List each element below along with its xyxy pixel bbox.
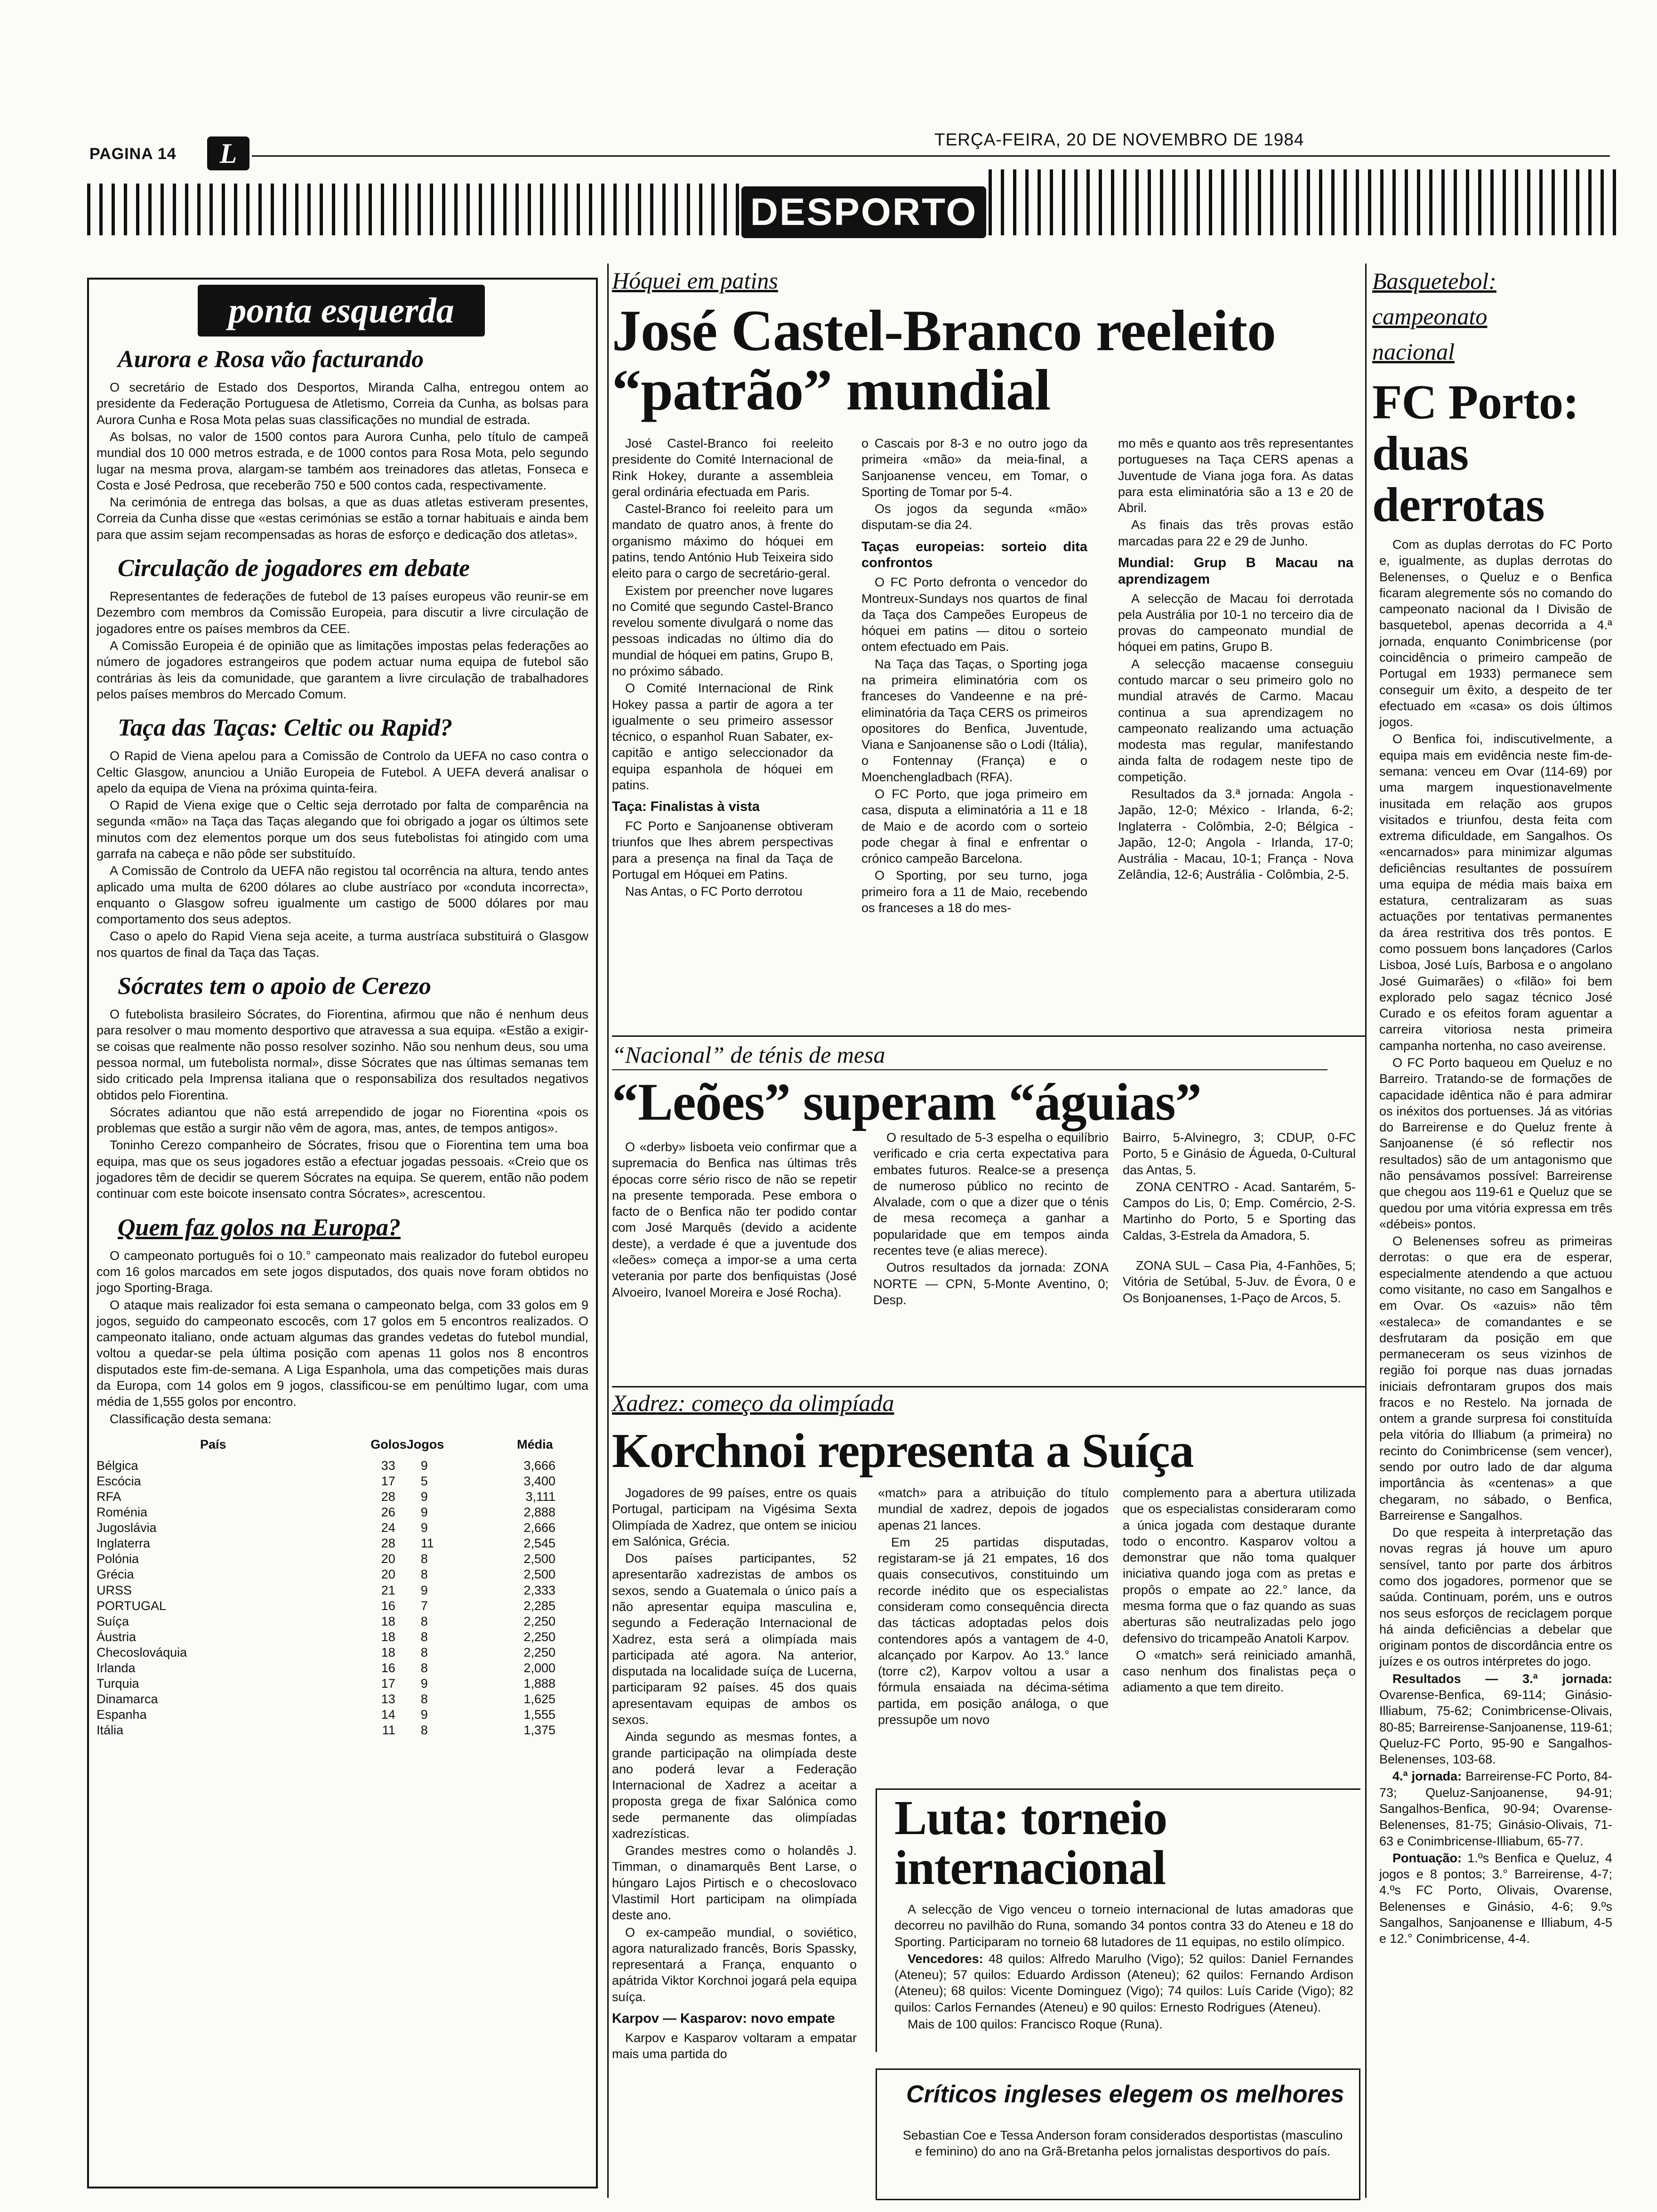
xadrez-headline: Korchnoi representa a Suíça <box>612 1424 1194 1478</box>
cell-media: 2,250 <box>523 1614 555 1628</box>
hoquei-col-3 <box>1118 435 1353 884</box>
cell-pais: Itália <box>97 1723 124 1737</box>
cell-pais: Turquia <box>97 1676 139 1691</box>
paragraph: O resultado de 5-3 espelha o equilíbrio verificado e cria certa expectativa para embates futuros. Realce-se a presença de numeroso público no recinto de Alvalade, com o que a dizer que o ténis de mesa recomeça a ganhar a popularidade que em tempos ainda recentes teve (e alias merece). <box>873 1130 1109 1258</box>
cell-golos: 26 <box>381 1505 395 1520</box>
xadrez-col-3 <box>1123 1485 1356 1697</box>
table-row <box>97 1629 588 1645</box>
paragraph: Representantes de federações de futebol de 13 países europeus vão reunir-se em Dezembro com membros da Comissão Europeia, para discutir a livre circulação de jogadores entre os países membros da CEE. <box>97 589 588 636</box>
paragraph: A Comissão de Controlo da UEFA não registou tal ocorrência na altura, tendo antes aplicado uma multa de 6200 dólares ao clube austríaco por «conduta incorrecta», enquanto o Glasgow sofreu igualmente um castigo de 5000 dólares por mau comportamento dos seus adeptos. <box>97 864 588 927</box>
cell-jogos: 8 <box>420 1691 428 1706</box>
paragraph: ZONA SUL – Casa Pia, 4-Fanhões, 5; Vitória de Setúbal, 5-Juv. de Évora, 0 e Os Bonjoanenses, 1-Paço de Arcos, 5. <box>1123 1258 1356 1305</box>
cell-media: 2,500 <box>523 1552 555 1566</box>
paragraph: Dos países participantes, 52 apresentarão xadrezistas de ambos os sexos, sendo a Guatemala o único país a não apresentar equipa masculina e, segundo a Federação Internacional de Xadrez, esta será a olimpíada mais participada até agora. Na anterior, disputada na localidade suíça de Lucerna, participaram 92 países. 45 dos quais apresentavam equipas de ambos os sexos. <box>612 1551 857 1727</box>
cell-media: 2,888 <box>523 1505 555 1520</box>
cell-pais: Polónia <box>97 1552 139 1566</box>
table-row <box>97 1567 588 1582</box>
hoquei-col-2 <box>861 435 1087 917</box>
paragraph <box>1379 1768 1612 1849</box>
paragraph: Existem por preencher nove lugares no Comité que segundo Castel-Branco revelou somente divulgará o nome das pessoas indicadas no último dia do mundial de hóquei em patins, Grupo B, no próximo sábado. <box>612 583 833 678</box>
cell-jogos: 8 <box>420 1552 428 1566</box>
article-title: Aurora e Rosa vão facturando <box>118 346 424 373</box>
table-row <box>97 1520 588 1536</box>
cell-golos: 18 <box>381 1614 395 1628</box>
cell-pais: Inglaterra <box>97 1536 151 1551</box>
article-socrates <box>97 973 588 1202</box>
table-row <box>97 1645 588 1660</box>
ponta-esquerda-title: ponta esquerda <box>228 290 454 330</box>
basket-headline-line: derrotas <box>1372 478 1544 532</box>
article-aurora-rosa <box>97 346 588 543</box>
paragraph: mo mês e quanto aos três representantes portugueses na Taça CERS apenas a Juventude de Viana joga fora. As datas para esta eliminatória são a 13 e 20 de Abril. <box>1118 436 1353 515</box>
column-rule-1 <box>607 264 609 2198</box>
hoquei-rule <box>612 1035 1365 1037</box>
xadrez-subheading: Karpov — Kasparov: novo empate <box>612 2011 835 2026</box>
paragraph: Na cerimónia de entrega das bolsas, a que as duas atletas estiveram presentes, Correia da Cunha disse que «estas cerimónias se estão a tornar habituais e ainda bem para que assim sejam recompensadas as horas de esforço e dedicação dos atletas». <box>97 495 588 542</box>
hoquei-kicker: Hóquei em patins <box>612 267 778 294</box>
paragraph: Resultados da 3.ª jornada: Angola - Japão, 12-0; México - Irlanda, 6-2; Inglaterra - Colômbia, 2-0; Bélgica - Japão, 12-0; Angola - Irlanda, 17-0; Austrália - Macau, 10-1; França - Nova Zelândia, 12-6; Austrália - Colômbia, 2-5. <box>1118 786 1353 882</box>
paragraph: O FC Porto baqueou em Queluz e no Barreiro. Tratando-se de formações de capacidade idêntica não é para admirar os inéxitos dos portuenses. Já as vitórias do Barreirense e do Queluz frente à Sanjoanense (é só reflectir nos resultados) são de um antagonismo que não pensávamos possível: Barreirense que chegou aos 119-61 e Queluz que se quedou por uma vitória expressa em três «débeis» pontos. <box>1379 1056 1612 1231</box>
cell-golos: 17 <box>381 1474 395 1489</box>
paragraph: Com as duplas derrotas do FC Porto e, igualmente, as duplas derrotas do Belenenses, o Queluz e o Benfica ficaram alegremente sós no comando do campeonato nacional da I Divisão de basquetebol, apenas decorrida a 4.ª jornada, enquanto Conimbricense (por coincidência o primeiro campeão de Portugal em 1933) permanece sem conseguir um êxito, a despeito de ter efectuado em «casa» os dois últimos jogos. <box>1379 537 1612 729</box>
cell-pais: RFA <box>97 1490 121 1504</box>
tenis-kicker-underline <box>612 1069 1327 1070</box>
paragraph: ZONA CENTRO - Acad. Santarém, 5-Campos do Lis, 0; Emp. Comércio, 2-S. Martinho do Porto, 5 e Sporting das Caldas, 3-Estrela da Amadora, 5. <box>1123 1179 1356 1242</box>
cell-media: 2,250 <box>523 1645 555 1659</box>
paragraph: Sebastian Coe e Tessa Anderson foram considerados desportistas (masculino e feminino) do ano na Grã-Bretanha pelos jornalistas desportivos do país. <box>902 2128 1343 2159</box>
paragraph <box>894 1951 1353 2015</box>
cell-golos: 20 <box>381 1552 395 1566</box>
criticos-title: Críticos ingleses elegem os melhores <box>906 2081 1344 2108</box>
table-row <box>97 1598 588 1614</box>
luta-text <box>894 1901 1353 2033</box>
paragraph: Em 25 partidas disputadas, registaram-se já 21 empates, 16 dos quais consecutivos, constituindo um recorde inédito que os especialistas consideram como consequência directa das tácticas adoptadas pelos dois contendores após a vantagem de 4-0, alcançado por Karpov. Ao 13.° lance (torre c2), Karpov voltou a usar a fórmula ensaiada na décima-sétima partida, em posição análoga, o que pressupõe um novo <box>878 1535 1109 1727</box>
cell-golos: 28 <box>381 1490 395 1504</box>
tenis-col-3 <box>1123 1130 1356 1307</box>
paragraph: Grandes mestres como o holandês J. Timman, o dinamarquês Bent Larse, o húngaro Lajos Pirtisch e o checoslovaco Vlastimil Hort participam na olimpíada deste ano. <box>612 1843 857 1923</box>
criticos-text <box>899 2127 1346 2161</box>
winners-label: Vencedores: <box>908 1951 983 1966</box>
cell-jogos: 9 <box>420 1490 428 1504</box>
paragraph: Castel-Branco foi reeleito para um mandato de quatro anos, à frente do organismo máximo do hóquei em patins, tendo António Hub Teixeira sido eleito para o cargo de secretário-geral. <box>612 502 833 581</box>
cell-golos: 18 <box>381 1629 395 1644</box>
table-row <box>97 1583 588 1598</box>
paragraph: O FC Porto, que joga primeiro em casa, disputa a eliminatória a 11 e 18 de Maio e de acordo com o sorteio pode chegar à final e enfrentar o crónico campeão Barcelona. <box>861 786 1087 866</box>
cell-pais: PORTUGAL <box>97 1598 167 1613</box>
table-header-pais: País <box>200 1437 226 1451</box>
cell-golos: 28 <box>381 1536 395 1551</box>
paragraph: O Benfica foi, indiscutivelmente, a equipa mais em evidência neste fim-de-semana: venceu em Ovar (114-69) por uma margem inquestionavelmente inusitada em relação aos grupos visitados e triunfou, desta feita com extrema dificuldade, em Sangalhos. Os «encarnados» para minimizar algumas deficiências resultantes de possuírem uma equipa de média mais baixa em estatura, centralizaram as suas actuações por tentativas permanentes da área restritiva dos três pontos. E como possuem bons lançadores (Carlos Lisboa, José Luís, Barbosa e o angolano José Guimarães) o «filão» foi bem explorado pelo sagaz técnico José Curado e os efeitos foram aguentar a carreira vitoriosa nesta primeira campanha nortenha, no caso aveirense. <box>1379 732 1612 1053</box>
cell-media: 2,000 <box>523 1660 555 1675</box>
paragraph: José Castel-Branco foi reeleito presidente do Comité Internacional de Rink Hokey, durante a assembleia geral ordinária efectuada em Paris. <box>612 436 833 499</box>
cell-media: 2,333 <box>523 1583 555 1597</box>
cell-jogos: 8 <box>420 1629 428 1644</box>
cell-jogos: 9 <box>420 1521 428 1535</box>
article-title: Sócrates tem o apoio de Cerezo <box>118 973 431 1000</box>
cell-media: 1,625 <box>523 1691 555 1706</box>
article-title: Circulação de jogadores em debate <box>118 555 470 582</box>
cell-jogos: 8 <box>420 1723 428 1737</box>
table-row <box>97 1660 588 1676</box>
points: 1.ºs Benfica e Queluz, 4 jogos e 8 pontos; 3.° Barreirense, 4-7; 4.ºs FC Porto, Olivais, Ovarense, Belenenses e Ginásio, 4-6; 9.ºs Sangalhos, Sanjoanense e Illiabum, 4-5 e 12.° Conimbricense, 4-4. <box>1379 1851 1612 1946</box>
goals-table-body <box>97 1458 588 1738</box>
cell-jogos: 8 <box>420 1645 428 1659</box>
paragraph: O Belenenses sofreu as primeiras derrotas: o que era de esperar, especialmente atendendo a que actuou como visitante, no caso em Sangalhos e em Ovar. Os «azuis» não têm «estaleca» de comandantes e se desfrutaram da posição em que permaneceram os seus vizinhos de região foi porque nas duas jornadas iniciais defrontaram grupos dos mais fracos e no Restelo. Na jornada de ontem a grande surpresa foi constituída pela vitória do Illiabum (a primeira) no recinto do Conimbricense (sem vencer), sendo por outro lado de dar alguma importância às «centenas» a que chegaram, no sábado, o Benfica, Barreirense e Sangalhos. <box>1379 1234 1612 1523</box>
results4: Barreirense-FC Porto, 84-73; Queluz-Sanjoanense, 94-91; Sangalhos-Benfica, 90-94; Ovarense-Belenenses, 81-75; Ginásio-Olivais, 71-63 e Conimbricense-Illiabum, 65-77. <box>1379 1769 1612 1848</box>
basket-headline-line: FC Porto: <box>1372 375 1579 429</box>
paragraph: O ataque mais realizador foi esta semana o campeonato belga, com 33 golos em 9 jogos, seguido do campeonato escocês, com 17 golos em 5 encontros realizados. O campeonato italiano, onde actuam algumas das grandes vedetas do futebol mundial, voltou a quedar-se pela última posição com apenas 11 golos nos 8 encontros disputados este fim-de-semana. A Liga Espanhola, uma das competições mais duras da Europa, com 14 golos em 9 jogos, classificou-se em penúltimo lugar, com uma média de 1,555 golos por encontro. <box>97 1298 588 1409</box>
xadrez-col-1 <box>612 1485 857 2063</box>
section-banner <box>741 186 986 238</box>
paragraph: Toninho Cerezo companheiro de Sócrates, frisou que o Fiorentina tem uma boa equipa, mas que os seus jogadores estão a efectuar jogadas pessoais. «Creio que os jogadores têm de decidir se querem Sócrates na equipa. Se querem, então não podem continuar com este boicote insensato contra Sócrates», acrescentou. <box>97 1138 588 1201</box>
cell-jogos: 9 <box>420 1707 428 1722</box>
table-row <box>97 1489 588 1505</box>
paragraph: As bolsas, no valor de 1500 contos para Aurora Cunha, pelo título de campeã mundial dos 10 000 metros estrada, e de 1000 contos para Rosa Mota, pelo segundo lugar na mesma prova, alargam-se também aos treinadores das atletas, Fonseca e Costa e José Pedrosa, que receberão 750 e 500 contos cada, respectivamente. <box>97 430 588 492</box>
tenis-col-2 <box>873 1130 1109 1309</box>
paragraph: O Rapid de Viena exige que o Celtic seja derrotado por falta de comparência na segunda «mão» na Taça das Taças alegando que foi obrigado a jogar os últimos sete minutos com dez elementos porque um dos seus futebolistas foi atingido com uma garrafa na cabeça e não pôde ser substituído. <box>97 798 588 861</box>
goals-table <box>97 1434 588 1738</box>
paragraph: O «match» será reiniciado amanhã, caso nenhum dos finalistas peça o adiamento a que tem direito. <box>1123 1648 1356 1695</box>
table-row <box>97 1691 588 1707</box>
cell-media: 3,400 <box>523 1474 555 1489</box>
basket-kicker <box>1372 264 1496 369</box>
section-hatch-left <box>87 184 741 235</box>
winners-list: 48 quilos: Alfredo Marulho (Vigo); 52 quilos: Daniel Fernandes (Ateneu); 57 quilos: Eduardo Ardisson (Ateneu); 62 quilos: Fernando Ardison (Ateneu); 68 quilos: Vicente Dominguez (Vigo); 74 quilos: Luís Caride (Vigo); 82 quilos: Carlos Fernandes (Ateneu) e 90 quilos: Ernesto Rodrigues (Ateneu). <box>894 1951 1353 2014</box>
results4-label: 4.ª jornada: <box>1392 1769 1462 1784</box>
cell-pais: Dinamarca <box>97 1691 158 1706</box>
article-taca-tacas <box>97 714 588 961</box>
subheading: Taças europeias: sorteio dita confrontos <box>861 539 1087 571</box>
cell-pais: Roménia <box>97 1505 148 1520</box>
paragraph: o Cascais por 8-3 e no outro jogo da primeira «mão» da meia-final, a Sanjoanense venceu, em Tomar, o Sporting de Tomar por 5-4. <box>861 436 1087 499</box>
subheading: Taça: Finalistas à vista <box>612 799 760 815</box>
article-title: Quem faz golos na Europa? <box>118 1214 401 1241</box>
cell-jogos: 11 <box>420 1536 434 1551</box>
paragraph: O campeonato português foi o 10.° campeonato mais realizador do futebol europeu com 16 golos marcados em sete jogos disputados, dos quais nove foram obtidos no jogo Sporting-Braga. <box>97 1248 588 1295</box>
subheading: Mundial: Grup B Macau na aprendizagem <box>1118 555 1353 587</box>
table-row <box>97 1551 588 1567</box>
paragraph: Classificação desta semana: <box>110 1411 272 1426</box>
paragraph: O ex-campeão mundial, o soviético, agora naturalizado francês, Boris Spassky, representará a França, enquanto o apátrida Viktor Korchnoi jogará pela equipa suíça. <box>612 1925 857 2004</box>
paragraph <box>1379 1850 1612 1947</box>
article-title: Taça das Taças: Celtic ou Rapid? <box>118 714 453 742</box>
cell-golos: 24 <box>381 1521 395 1535</box>
paragraph: A selecção de Macau foi derrotada pela Austrália por 10-1 no terceiro dia de provas do campeonato mundial de hóquei em patins, Grupo B. <box>1118 591 1353 654</box>
cell-jogos: 9 <box>420 1583 428 1597</box>
cell-pais: URSS <box>97 1583 132 1597</box>
cell-media: 2,500 <box>523 1567 555 1582</box>
table-header-row <box>97 1434 588 1458</box>
cell-jogos: 7 <box>420 1598 428 1613</box>
paragraph: «match» para a atribuição do título mundial de xadrez, depois de jogados apenas 21 lances. <box>878 1486 1109 1532</box>
paragraph: O FC Porto defronta o vencedor do Montreux-Sundays nos quartos de final da Taça dos Campeões Europeus de hóquei em patins — ditou o sorteio ontem efectuado em Pais. <box>861 575 1087 654</box>
header-rule <box>252 155 1610 157</box>
column-rule-2 <box>1365 264 1367 2198</box>
article-golos-europa <box>97 1214 588 1427</box>
cell-golos: 13 <box>381 1691 395 1706</box>
paragraph: O Rapid de Viena apelou para a Comissão de Controlo da UEFA no caso contra o Celtic Glasgow, anunciou a União Europeia de Futebol. A UEFA deverá analisar o apelo da equipa de Viena na próxima quinta-feira. <box>97 749 588 795</box>
cell-pais: Checoslováquia <box>97 1645 187 1659</box>
paragraph: Jogadores de 99 países, entre os quais Portugal, participam na Vigésima Sexta Olimpíada de Xadrez, que ontem se iniciou em Salónica, Grécia. <box>612 1486 857 1548</box>
basket-headline-line: duas <box>1372 426 1469 481</box>
results3: Ovarense-Benfica, 69-114; Ginásio-Illiabum, 75-62; Conimbricense-Olivais, 80-85; Barreirense-Sanjoanense, 119-61; Queluz-FC Porto, 95-90 e Sangalhos-Belenenses, 103-68. <box>1379 1687 1612 1767</box>
ponta-esquerda-banner <box>198 285 485 337</box>
cell-pais: Escócia <box>97 1474 141 1489</box>
paragraph: O Sporting, por seu turno, joga primeiro fora a 11 de Maio, recebendo os franceses a 18 do mes- <box>861 868 1087 915</box>
paragraph: A selecção macaense conseguiu contudo marcar o seu primeiro golo no mundial através de Carmo. Macau continua a sua aprendizagem no campeonato realizando uma actuação modesta mas regular, manifestando ainda falta de rodagem neste tipo de competição. <box>1118 657 1353 784</box>
cell-pais: Bélgica <box>97 1459 138 1473</box>
paragraph: As finais das três provas estão marcadas para 22 e 29 de Junho. <box>1118 518 1353 548</box>
paragraph: O futebolista brasileiro Sócrates, do Fiorentina, afirmou que não é nenhum deus para resolver o mau momento desportivo que atravessa a sua equipa. «Estão a exigir-se coisas que realmente não posso resolver sozinho. Não sou nenhum deus, sou uma pessoa normal, um futebolista normal», disse Sócrates que nas últimas semanas tem sido criticado pela Imprensa italiana que o responsabiliza dos resultados negativos obtidos pelo Fiorentina. <box>97 1007 588 1102</box>
table-row <box>97 1474 588 1489</box>
page-date: TERÇA-FEIRA, 20 DE NOVEMBRO DE 1984 <box>934 130 1304 149</box>
cell-media: 1,555 <box>523 1707 555 1722</box>
basket-text <box>1379 537 1612 1948</box>
cell-jogos: 9 <box>420 1676 428 1691</box>
paragraph: Ainda segundo as mesmas fontes, a grande participação na olimpíada deste ano poderá levar a Federação Internacional de Xadrez a aceitar a proposta grega de fixar Salónica como sede permanente das olimpíadas xadrezísticas. <box>612 1730 857 1841</box>
table-row <box>97 1536 588 1551</box>
cell-media: 1,375 <box>523 1723 555 1737</box>
results3-label: Resultados — 3.ª jornada: <box>1392 1671 1612 1686</box>
paragraph: O «derby» lisboeta veio confirmar que a supremacia do Benfica nas últimas três épocas corre sério risco de não se repetir na presente temporada. Pese embora o facto de o Benfica não ter podido contar com José Marquês (devido a acidente deste), a verdade é que a juventude dos «leões» começa a impor-se a uma certa veterania por parte dos benfiquistas (José Alvoeiro, Ivanoel Moreira e José Rocha). <box>612 1140 857 1299</box>
cell-pais: Jugoslávia <box>97 1521 157 1535</box>
paragraph: Do que respeita à interpretação das novas regras já houve um apuro sensível, tanto por parte dos árbitros como dos jogadores, pormenor que se saúda. Continuam, porém, uns e outros nos seus esforços de reciclagem porque há ainda deficiências a debelar que originam pontos de discordância entre os juízes e os outros intérpretes do jogo. <box>1379 1525 1612 1669</box>
luta-headline: Luta: torneio internacional <box>894 1791 1167 1895</box>
cell-golos: 20 <box>381 1567 395 1582</box>
paragraph: complemento para a abertura utilizada que os especialistas consideraram como a única jogada com destaque durante todo o encontro. Kasparov voltou a demonstrar que não toma qualquer iniciativa quando joga com as pretas e propôs o empate ao 22.° lance, da mesma forma que o faz quando as suas aberturas são neutralizadas pelo jogo defensivo do tricampeão Anatoli Karpov. <box>1123 1486 1356 1645</box>
cell-pais: Suíça <box>97 1614 129 1628</box>
table-row <box>97 1505 588 1520</box>
cell-media: 2,545 <box>523 1536 555 1551</box>
xadrez-kicker: Xadrez: começo da olimpíada <box>612 1390 894 1416</box>
cell-pais: Espanha <box>97 1707 147 1722</box>
cell-jogos: 8 <box>420 1660 428 1675</box>
cell-jogos: 5 <box>420 1474 428 1489</box>
basket-kicker-line: Basquetebol: <box>1372 268 1496 294</box>
paragraph: Os jogos da segunda «mão» disputam-se dia 24. <box>861 502 1087 532</box>
paragraph: A selecção de Vigo venceu o torneio internacional de lutas amadoras que decorreu no pavilhão do Runa, somando 34 pontos contra 33 do Ateneu e 18 do Sporting. Participaram no torneio 68 lutadores de 11 equipas, no estilo olímpico. <box>894 1902 1353 1949</box>
paragraph: FC Porto e Sanjoanense obtiveram triunfos que lhes abrem perspectivas para a presença na final da Taça de Portugal em Hóquei em Patins. <box>612 818 833 882</box>
paragraph: Na Taça das Taças, o Sporting joga na primeira eliminatória com os franceses do Vandeenne e na pré-eliminatória da Taça CERS os primeiros opositores do Benfica, Juventude, Viana e Sanjoanense são o Lodi (Itália), o Fontennay (França) e o Moenchengladbach (RFA). <box>861 657 1087 784</box>
tenis-rule <box>612 1386 1365 1387</box>
basket-kicker-line: nacional <box>1372 338 1455 365</box>
cell-golos: 17 <box>381 1676 395 1691</box>
cell-golos: 18 <box>381 1645 395 1659</box>
table-row <box>97 1707 588 1723</box>
paragraph: A Comissão Europeia é de opinião que as limitações impostas pelas federações ao número de jogadores estrangeiros que podem actuar numa equipa de futebol são contrárias às leis da comunidade, que garantem a livre circulação de trabalhadores pelos países membros do Mercado Comum. <box>97 639 588 701</box>
cell-pais: Irlanda <box>97 1660 136 1675</box>
cell-jogos: 8 <box>420 1567 428 1582</box>
cell-media: 2,250 <box>523 1629 555 1644</box>
paragraph: Sócrates adiantou que não está arrependido de jogar no Fiorentina «pois os problemas que estão a surgir não vêm de agora, mas, antes, de tempos antigos». <box>97 1105 588 1136</box>
cell-pais: Grécia <box>97 1567 134 1582</box>
paragraph: O secretário de Estado dos Desportos, Miranda Calha, entregou ontem ao presidente da Federação Portuguesa de Atletismo, Correia da Cunha, as bolsas para Aurora Cunha e Rosa Mota pelas suas classificações no mundial de estrada. <box>97 380 588 427</box>
section-title: DESPORTO <box>750 191 978 233</box>
basket-headline <box>1372 377 1579 531</box>
cell-pais: Áustria <box>97 1629 137 1644</box>
cell-jogos: 9 <box>420 1459 428 1473</box>
cell-golos: 14 <box>381 1707 395 1722</box>
tenis-headline: “Leões” superam “águias” <box>612 1073 1201 1131</box>
table-header-golos: Golos <box>370 1437 407 1451</box>
cell-golos: 33 <box>381 1459 395 1473</box>
xadrez-col-2 <box>878 1485 1109 1729</box>
cell-media: 3,111 <box>525 1490 555 1504</box>
table-header-jogos: Jogos <box>406 1437 444 1451</box>
tenis-kicker: “Nacional” de ténis de mesa <box>612 1042 885 1068</box>
masthead-logo: L <box>207 136 249 170</box>
section-hatch-right <box>989 169 1619 235</box>
cell-media: 2,285 <box>523 1598 555 1613</box>
cell-golos: 11 <box>382 1723 395 1737</box>
cell-media: 1,888 <box>523 1676 555 1691</box>
basket-kicker-line: campeonato <box>1372 303 1488 329</box>
paragraph: Mais de 100 quilos: Francisco Roque (Runa). <box>908 2017 1163 2031</box>
cell-golos: 21 <box>381 1583 395 1597</box>
table-row <box>97 1614 588 1629</box>
cell-media: 2,666 <box>523 1521 555 1535</box>
points-label: Pontuação: <box>1392 1851 1462 1865</box>
table-row <box>97 1458 588 1474</box>
paragraph: Karpov e Kasparov voltaram a empatar mais uma partida do <box>612 2030 857 2061</box>
paragraph: Bairro, 5-Alvinegro, 3; CDUP, 0-FC Porto, 5 e Ginásio de Águeda, 0-Cultural das Antas, 5. <box>1123 1130 1356 1177</box>
cell-jogos: 8 <box>420 1614 428 1628</box>
left-column-content <box>97 346 588 1738</box>
paragraph: O Comité Internacional de Rink Hokey passa a partir de agora a ter igualmente o seu primeiro assessor técnico, o espanhol Ruan Sabater, ex-capitão e antigo seleccionador da equipa espanhola de hóquei em patins. <box>612 681 833 792</box>
tenis-col-1 <box>612 1139 857 1301</box>
article-circulacao <box>97 555 588 702</box>
page-label: PAGINA 14 <box>89 145 177 163</box>
paragraph <box>1379 1671 1612 1768</box>
cell-golos: 16 <box>381 1598 395 1613</box>
cell-media: 3,666 <box>523 1459 555 1473</box>
hoquei-col-1 <box>612 435 833 900</box>
table-header-media: Média <box>517 1437 553 1451</box>
paragraph: Nas Antas, o FC Porto derrotou <box>625 884 803 899</box>
table-row <box>97 1676 588 1691</box>
paragraph: Caso o apelo do Rapid Viena seja aceite, a turma austríaca substituirá o Glasgow nos quartos de final da Taça das Taças. <box>97 929 588 960</box>
table-row <box>97 1723 588 1738</box>
cell-golos: 16 <box>381 1660 395 1675</box>
hoquei-headline: José Castel-Branco reeleito “patrão” mundial <box>612 298 1276 423</box>
cell-jogos: 9 <box>420 1505 428 1520</box>
paragraph: Outros resultados da jornada: ZONA NORTE — CPN, 5-Monte Aventino, 0; Desp. <box>873 1260 1109 1307</box>
